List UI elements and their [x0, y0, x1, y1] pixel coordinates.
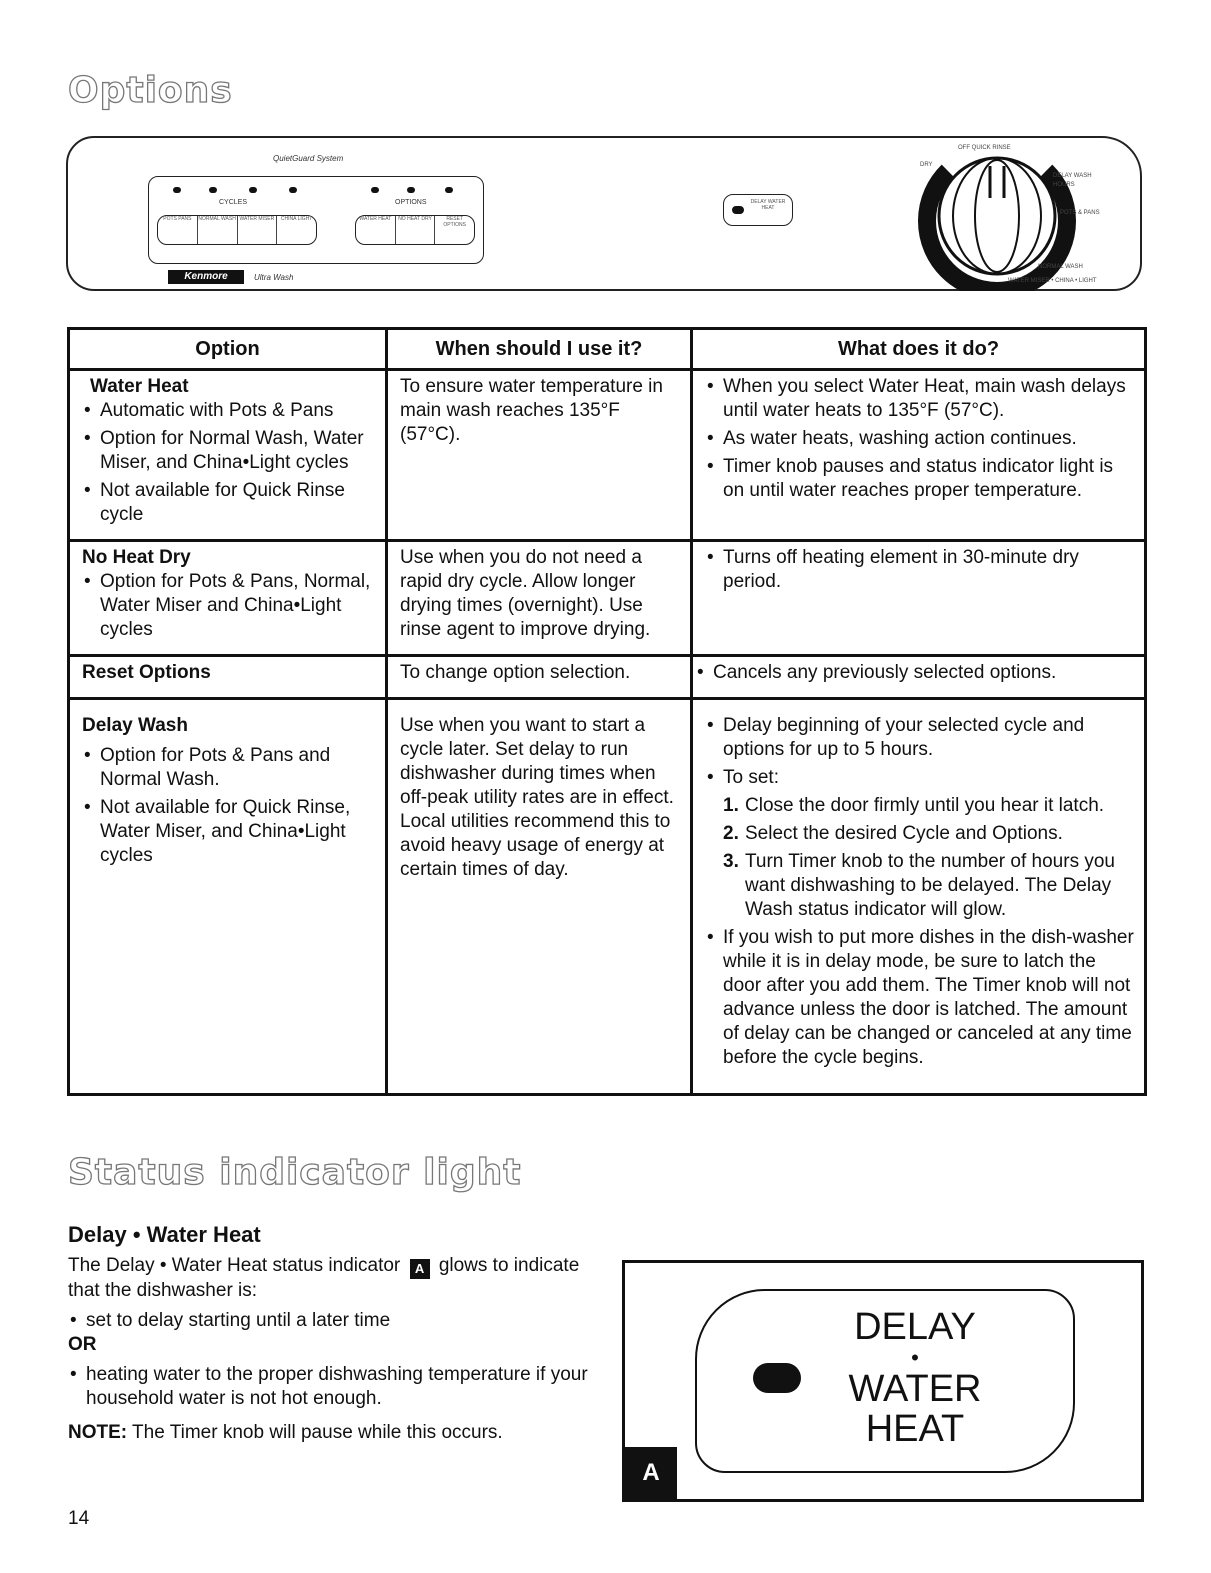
option-button-pad — [355, 215, 475, 245]
series-text: Ultra Wash — [254, 273, 294, 282]
label-dot: • — [911, 1345, 919, 1370]
indicator-dot — [289, 187, 297, 193]
step-text: Select the desired Cycle and Options. — [745, 823, 1063, 844]
list-item: • Turns off heating element in 30-minute dry period. — [705, 546, 1134, 594]
note-text: The Timer knob will pause while this occurs. — [132, 1422, 503, 1443]
indicator-dot — [173, 187, 181, 193]
button-group-frame — [148, 176, 484, 264]
cycle-button-china-light[interactable]: CHINA LIGHT — [280, 216, 313, 222]
dial-label-off: OFF — [958, 145, 970, 151]
indicator-dot — [371, 187, 379, 193]
indicator-label — [815, 1307, 1015, 1449]
table-row — [69, 541, 1146, 656]
cycle-button-normal-wash[interactable]: NORMAL WASH — [198, 216, 238, 244]
list-item: • set to delay starting until a later time — [68, 1309, 608, 1333]
cycles-label: CYCLES — [219, 199, 248, 206]
step-item: 2. Select the desired Cycle and Options. — [723, 823, 1063, 844]
dial-labels-right — [1053, 172, 1133, 190]
table-row — [69, 370, 1146, 541]
intro-text-continued: glows to indicate that the dishwasher is: — [68, 1255, 580, 1301]
list-item: • Not available for Quick Rinse cycle — [82, 479, 375, 527]
dial-label-delay-wash: DELAY WASH — [1053, 173, 1092, 179]
list-item: • Option for Pots & Pans, Normal, Water Miser and China•Light cycles — [82, 570, 375, 642]
option-name: Reset Options — [82, 662, 211, 683]
note-label: NOTE: — [68, 1422, 128, 1443]
status-indicator-frame — [723, 194, 793, 226]
callout-badge: A — [410, 1259, 430, 1279]
list-item: • Option for Pots & Pans and Normal Wash. — [82, 744, 375, 792]
indicator-dot — [209, 187, 217, 193]
kenmore-logo: Kenmore — [168, 270, 244, 284]
status-intro — [68, 1254, 608, 1303]
status-subtitle: Delay • Water Heat — [68, 1222, 261, 1247]
table-row — [69, 656, 1146, 699]
dial-label-hours: HOURS — [1053, 182, 1075, 188]
page-number: 14 — [68, 1508, 90, 1529]
when-cell: Use when you do not need a rapid dry cycle. Allow longer drying times (overnight). Use rinse agent to improve drying. — [387, 541, 692, 656]
or-label: OR — [68, 1334, 97, 1355]
step-item: 3. Turn Timer knob to the number of hours you want dishwashing to be delayed. The Delay Wash status indicator will glow. — [723, 851, 1115, 920]
dial-label-quick-rinse: QUICK RINSE — [971, 145, 1011, 151]
label-heat: HEAT — [865, 1408, 965, 1450]
indicator-figure — [622, 1260, 1144, 1502]
option-name: Delay Wash — [82, 715, 188, 736]
list-item: • Automatic with Pots & Pans — [82, 399, 375, 423]
indicator-light — [732, 206, 744, 214]
when-cell: Use when you want to start a cycle later. Set delay to run dishwasher during times when off-peak utility rates are in effect. Local utilities recommend this to avoid heavy usage of energy at certain times of day. — [387, 699, 692, 1095]
cycle-button-pad — [157, 215, 317, 245]
control-panel-illustration — [66, 136, 1142, 291]
list-item: • Delay beginning of your selected cycle and options for up to 5 hours. — [705, 714, 1134, 762]
dial-label-dry: DRY — [920, 162, 933, 168]
status-section-title: Status indicator light — [68, 1152, 522, 1193]
step-item: 1. Close the door firmly until you hear it latch. — [723, 795, 1105, 816]
options-table — [67, 327, 1147, 1096]
dial-label-normal-wash: NORMAL WASH — [1038, 264, 1083, 270]
option-button-reset-options[interactable]: RESET OPTIONS — [443, 216, 466, 228]
list-item: • To set: — [705, 766, 1134, 790]
what-cell — [692, 656, 1146, 699]
indicator-text: DELAY WATER HEAT — [750, 199, 786, 211]
indicator-light — [753, 1363, 801, 1393]
list-item: • Cancels any previously selected options. — [695, 661, 1134, 685]
brand-line: QuietGuard System — [273, 154, 344, 163]
intro-text: The Delay • Water Heat status indicator — [68, 1255, 401, 1276]
cycle-button-water-miser[interactable]: WATER MISER — [238, 216, 278, 244]
list-item: • Not available for Quick Rinse, Water Miser, and China•Light cycles — [82, 796, 375, 868]
list-item: • Option for Normal Wash, Water Miser, and China•Light cycles — [82, 427, 375, 475]
list-item: • As water heats, washing action continues. — [705, 427, 1134, 451]
table-header-row — [69, 329, 1146, 370]
label-water: WATER — [848, 1368, 982, 1410]
indicator-dot — [445, 187, 453, 193]
list-item: • heating water to the proper dishwashing temperature if your household water is not hot enough. — [68, 1363, 608, 1411]
status-body — [68, 1254, 608, 1451]
figure-label: A — [625, 1447, 677, 1499]
indicator-dot — [249, 187, 257, 193]
option-button-water-heat[interactable]: WATER HEAT — [356, 216, 396, 244]
timer-dial-icon[interactable] — [898, 136, 1138, 291]
dial-label-pots-pans: POTS & PANS — [1060, 210, 1100, 216]
option-name: No Heat Dry — [82, 547, 191, 568]
option-name: Water Heat — [90, 376, 189, 397]
header-what: What does it do? — [692, 329, 1146, 370]
step-text: Close the door firmly until you hear it latch. — [745, 795, 1105, 816]
dial-labels — [958, 144, 1138, 153]
option-button-no-heat-dry[interactable]: NO HEAT DRY — [396, 216, 436, 244]
list-item: • When you select Water Heat, main wash delays until water heats to 135°F (57°C). — [705, 375, 1134, 423]
option-cell — [69, 699, 387, 1095]
indicator-dot — [407, 187, 415, 193]
option-cell — [69, 370, 387, 541]
what-cell — [692, 699, 1146, 1095]
status-note — [68, 1421, 608, 1445]
option-cell — [69, 541, 387, 656]
what-cell — [692, 541, 1146, 656]
step-text: Turn Timer knob to the number of hours you want dishwashing to be delayed. The Delay Wash status indicator will glow. — [745, 851, 1115, 920]
header-when: When should I use it? — [387, 329, 692, 370]
cycle-button-pots-pans[interactable]: POTS PANS — [158, 216, 198, 244]
section-title: Options — [68, 70, 233, 111]
list-item: • Timer knob pauses and status indicator light is on until water reaches proper temperature. — [705, 455, 1134, 503]
dial-label-water-miser: WATER MISER • CHINA • LIGHT — [1008, 278, 1097, 284]
table-row — [69, 699, 1146, 1095]
header-option: Option — [69, 329, 387, 370]
when-cell: To ensure water temperature in main wash reaches 135°F (57°C). — [387, 370, 692, 541]
what-cell — [692, 370, 1146, 541]
when-cell: To change option selection. — [387, 656, 692, 699]
list-item: • If you wish to put more dishes in the dish-washer while it is in delay mode, be sure to latch the door after you add them. The Timer knob will not advance unless the door is latched. The amount of delay can be changed or canceled at any time before the cycle begins. — [705, 926, 1134, 1070]
options-label: OPTIONS — [395, 199, 427, 206]
label-delay: DELAY — [854, 1306, 976, 1348]
option-cell — [69, 656, 387, 699]
